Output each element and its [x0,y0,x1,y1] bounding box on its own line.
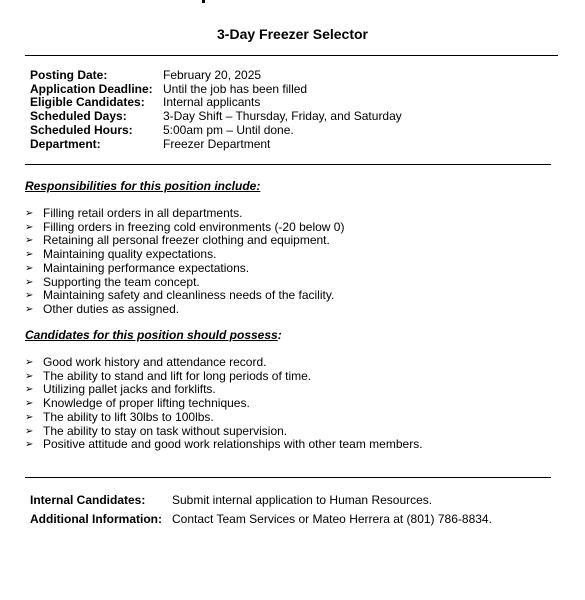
info-label: Department: [30,136,101,151]
info-row-eligible-candidates [30,96,402,110]
list-item [25,370,423,384]
list-item-text: The ability to lift 30lbs to 100lbs. [43,409,214,424]
info-label: Scheduled Hours: [30,122,133,137]
footer-value: Contact Team Services or Mateo Herrera at (801) 786-8834. [172,511,492,526]
arrowhead-bullet-icon: ➢ [25,439,34,451]
arrowhead-bullet-icon: ➢ [25,290,34,302]
footer-label: Internal Candidates: [30,493,146,507]
list-item [25,234,344,248]
arrowhead-bullet-icon: ➢ [25,208,34,219]
responsibilities-list [25,207,344,317]
list-item-text: Good work history and attendance record. [43,355,267,369]
info-value: 5:00am pm – Until done. [163,122,294,137]
info-row-scheduled-days [30,110,402,124]
info-value: Internal applicants [163,95,261,110]
arrowhead-bullet-icon: ➢ [25,384,34,396]
qualifications-list [25,356,423,452]
list-item [25,356,423,370]
list-item [25,207,344,221]
list-item-text: The ability to stay on task without supervision. [43,423,288,438]
qualifications-heading [25,328,282,342]
list-item [25,289,344,303]
arrowhead-bullet-icon: ➢ [25,411,34,423]
footer-row-additional-information [30,510,492,529]
list-item [25,397,423,411]
list-item [25,221,344,235]
arrowhead-bullet-icon: ➢ [25,398,34,410]
info-value: Freezer Department [163,136,271,151]
list-item [25,383,423,397]
arrowhead-bullet-icon: ➢ [25,303,34,315]
info-label: Scheduled Days: [30,109,127,124]
divider [25,477,551,478]
list-item [25,303,344,317]
list-item-text: Other duties as assigned. [43,301,180,316]
footer-label: Additional Information: [30,511,162,526]
list-item [25,411,423,425]
list-item [25,425,423,439]
arrowhead-bullet-icon: ➢ [25,249,34,261]
list-item-text: Knowledge of proper lifting techniques. [43,396,250,411]
list-item-text: The ability to stand and lift for long periods of time. [43,368,312,383]
posting-info-table [30,69,402,151]
page-title: 3-Day Freezer Selector [217,26,368,42]
clipped-glyph [200,0,208,3]
list-item-text: Positive attitude and good work relationships with other team members. [43,437,423,452]
responsibilities-heading [25,179,260,193]
info-row-scheduled-hours [30,124,402,138]
info-label: Eligible Candidates: [30,95,145,110]
list-item-text: Maintaining performance expectations. [43,260,250,275]
info-value: Until the job has been filled [163,81,308,96]
list-item-text: Retaining all personal freezer clothing and equipment. [43,233,330,248]
list-item-text: Filling retail orders in all departments. [43,206,243,220]
qualifications-heading-colon: : [277,328,282,342]
arrowhead-bullet-icon: ➢ [25,425,34,437]
divider [25,55,558,56]
list-item-text: Utilizing pallet jacks and forklifts. [43,382,216,397]
footer-row-internal-candidates [30,491,492,510]
arrowhead-bullet-icon: ➢ [25,357,34,368]
list-item [25,248,344,262]
footer-value: Submit internal application to Human Resources. [172,493,433,507]
list-item-text: Supporting the team concept. [43,274,200,289]
info-row-department [30,138,402,152]
info-value: February 20, 2025 [163,68,262,82]
list-item [25,276,344,290]
list-item [25,262,344,276]
info-row-application-deadline [30,83,402,97]
info-row-posting-date [30,69,402,83]
list-item-text: Maintaining safety and cleanliness needs of the facility. [43,288,335,303]
info-label: Posting Date: [30,68,108,82]
list-item-text: Maintaining quality expectations. [43,247,217,262]
arrowhead-bullet-icon: ➢ [25,370,34,382]
list-item-text: Filling orders in freezing cold environments (-20 below 0) [43,219,345,234]
arrowhead-bullet-icon: ➢ [25,221,34,233]
responsibilities-heading-text: Responsibilities for this position include: [25,179,261,193]
divider [25,164,551,165]
list-item [25,438,423,452]
arrowhead-bullet-icon: ➢ [25,235,34,247]
arrowhead-bullet-icon: ➢ [25,262,34,274]
qualifications-heading-text: Candidates for this position should possess [25,328,278,342]
info-label: Application Deadline: [30,81,153,96]
contact-info-table [30,491,492,528]
info-value: 3-Day Shift – Thursday, Friday, and Saturday [163,109,402,124]
arrowhead-bullet-icon: ➢ [25,276,34,288]
